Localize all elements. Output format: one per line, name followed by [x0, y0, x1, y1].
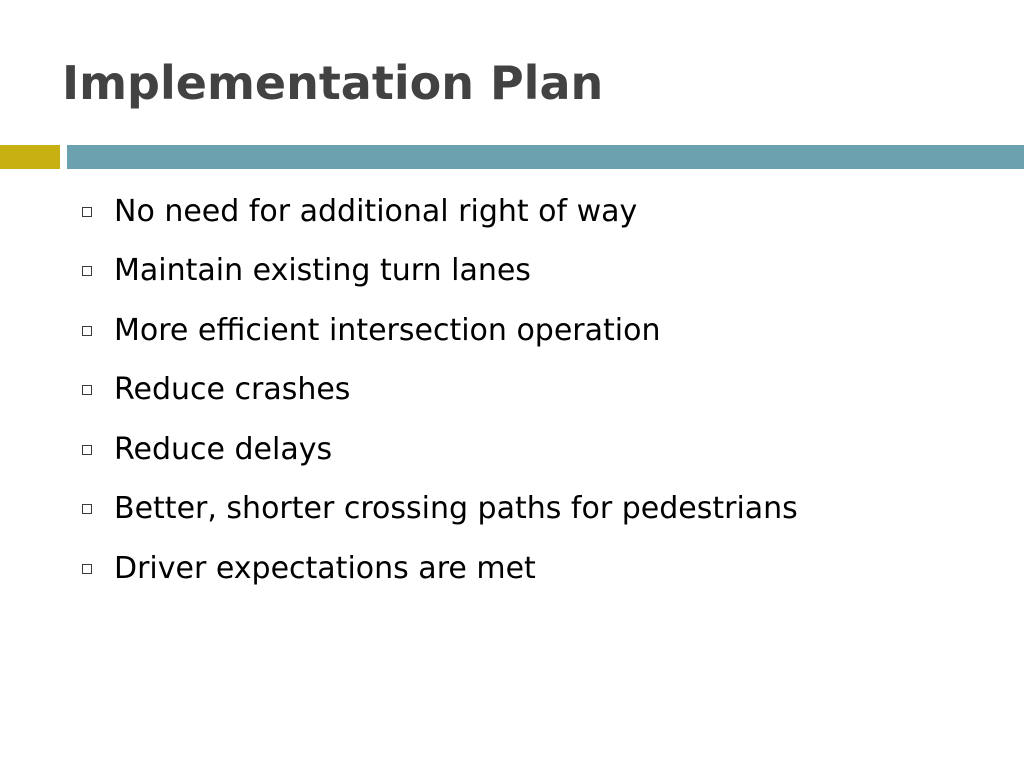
empty-square-bullet-icon	[82, 266, 92, 276]
bullet-text: Maintain existing turn lanes	[114, 253, 531, 289]
empty-square-bullet-icon	[82, 564, 92, 574]
bullet-text: Reduce delays	[114, 431, 333, 467]
accent-bar-teal	[67, 145, 1024, 169]
bullet-text: More efficient intersection operation	[114, 312, 661, 348]
empty-square-bullet-icon	[82, 385, 92, 395]
bullet-list	[82, 182, 798, 599]
bullet-item	[82, 301, 798, 361]
bullet-item	[82, 539, 798, 599]
bullet-text: Driver expectations are met	[114, 550, 536, 586]
bullet-item	[82, 361, 798, 421]
empty-square-bullet-icon	[82, 445, 92, 455]
bullet-item	[82, 420, 798, 480]
empty-square-bullet-icon	[82, 504, 92, 514]
bullet-text: Reduce crashes	[114, 372, 351, 408]
slide-title: Implementation Plan	[62, 56, 604, 110]
bullet-text: No need for additional right of way	[114, 193, 638, 229]
empty-square-bullet-icon	[82, 326, 92, 336]
bullet-item	[82, 480, 798, 540]
empty-square-bullet-icon	[82, 207, 92, 217]
bullet-item	[82, 242, 798, 302]
bullet-text: Better, shorter crossing paths for pedestrians	[114, 491, 798, 527]
accent-bar-gold	[0, 145, 60, 169]
bullet-item	[82, 182, 798, 242]
